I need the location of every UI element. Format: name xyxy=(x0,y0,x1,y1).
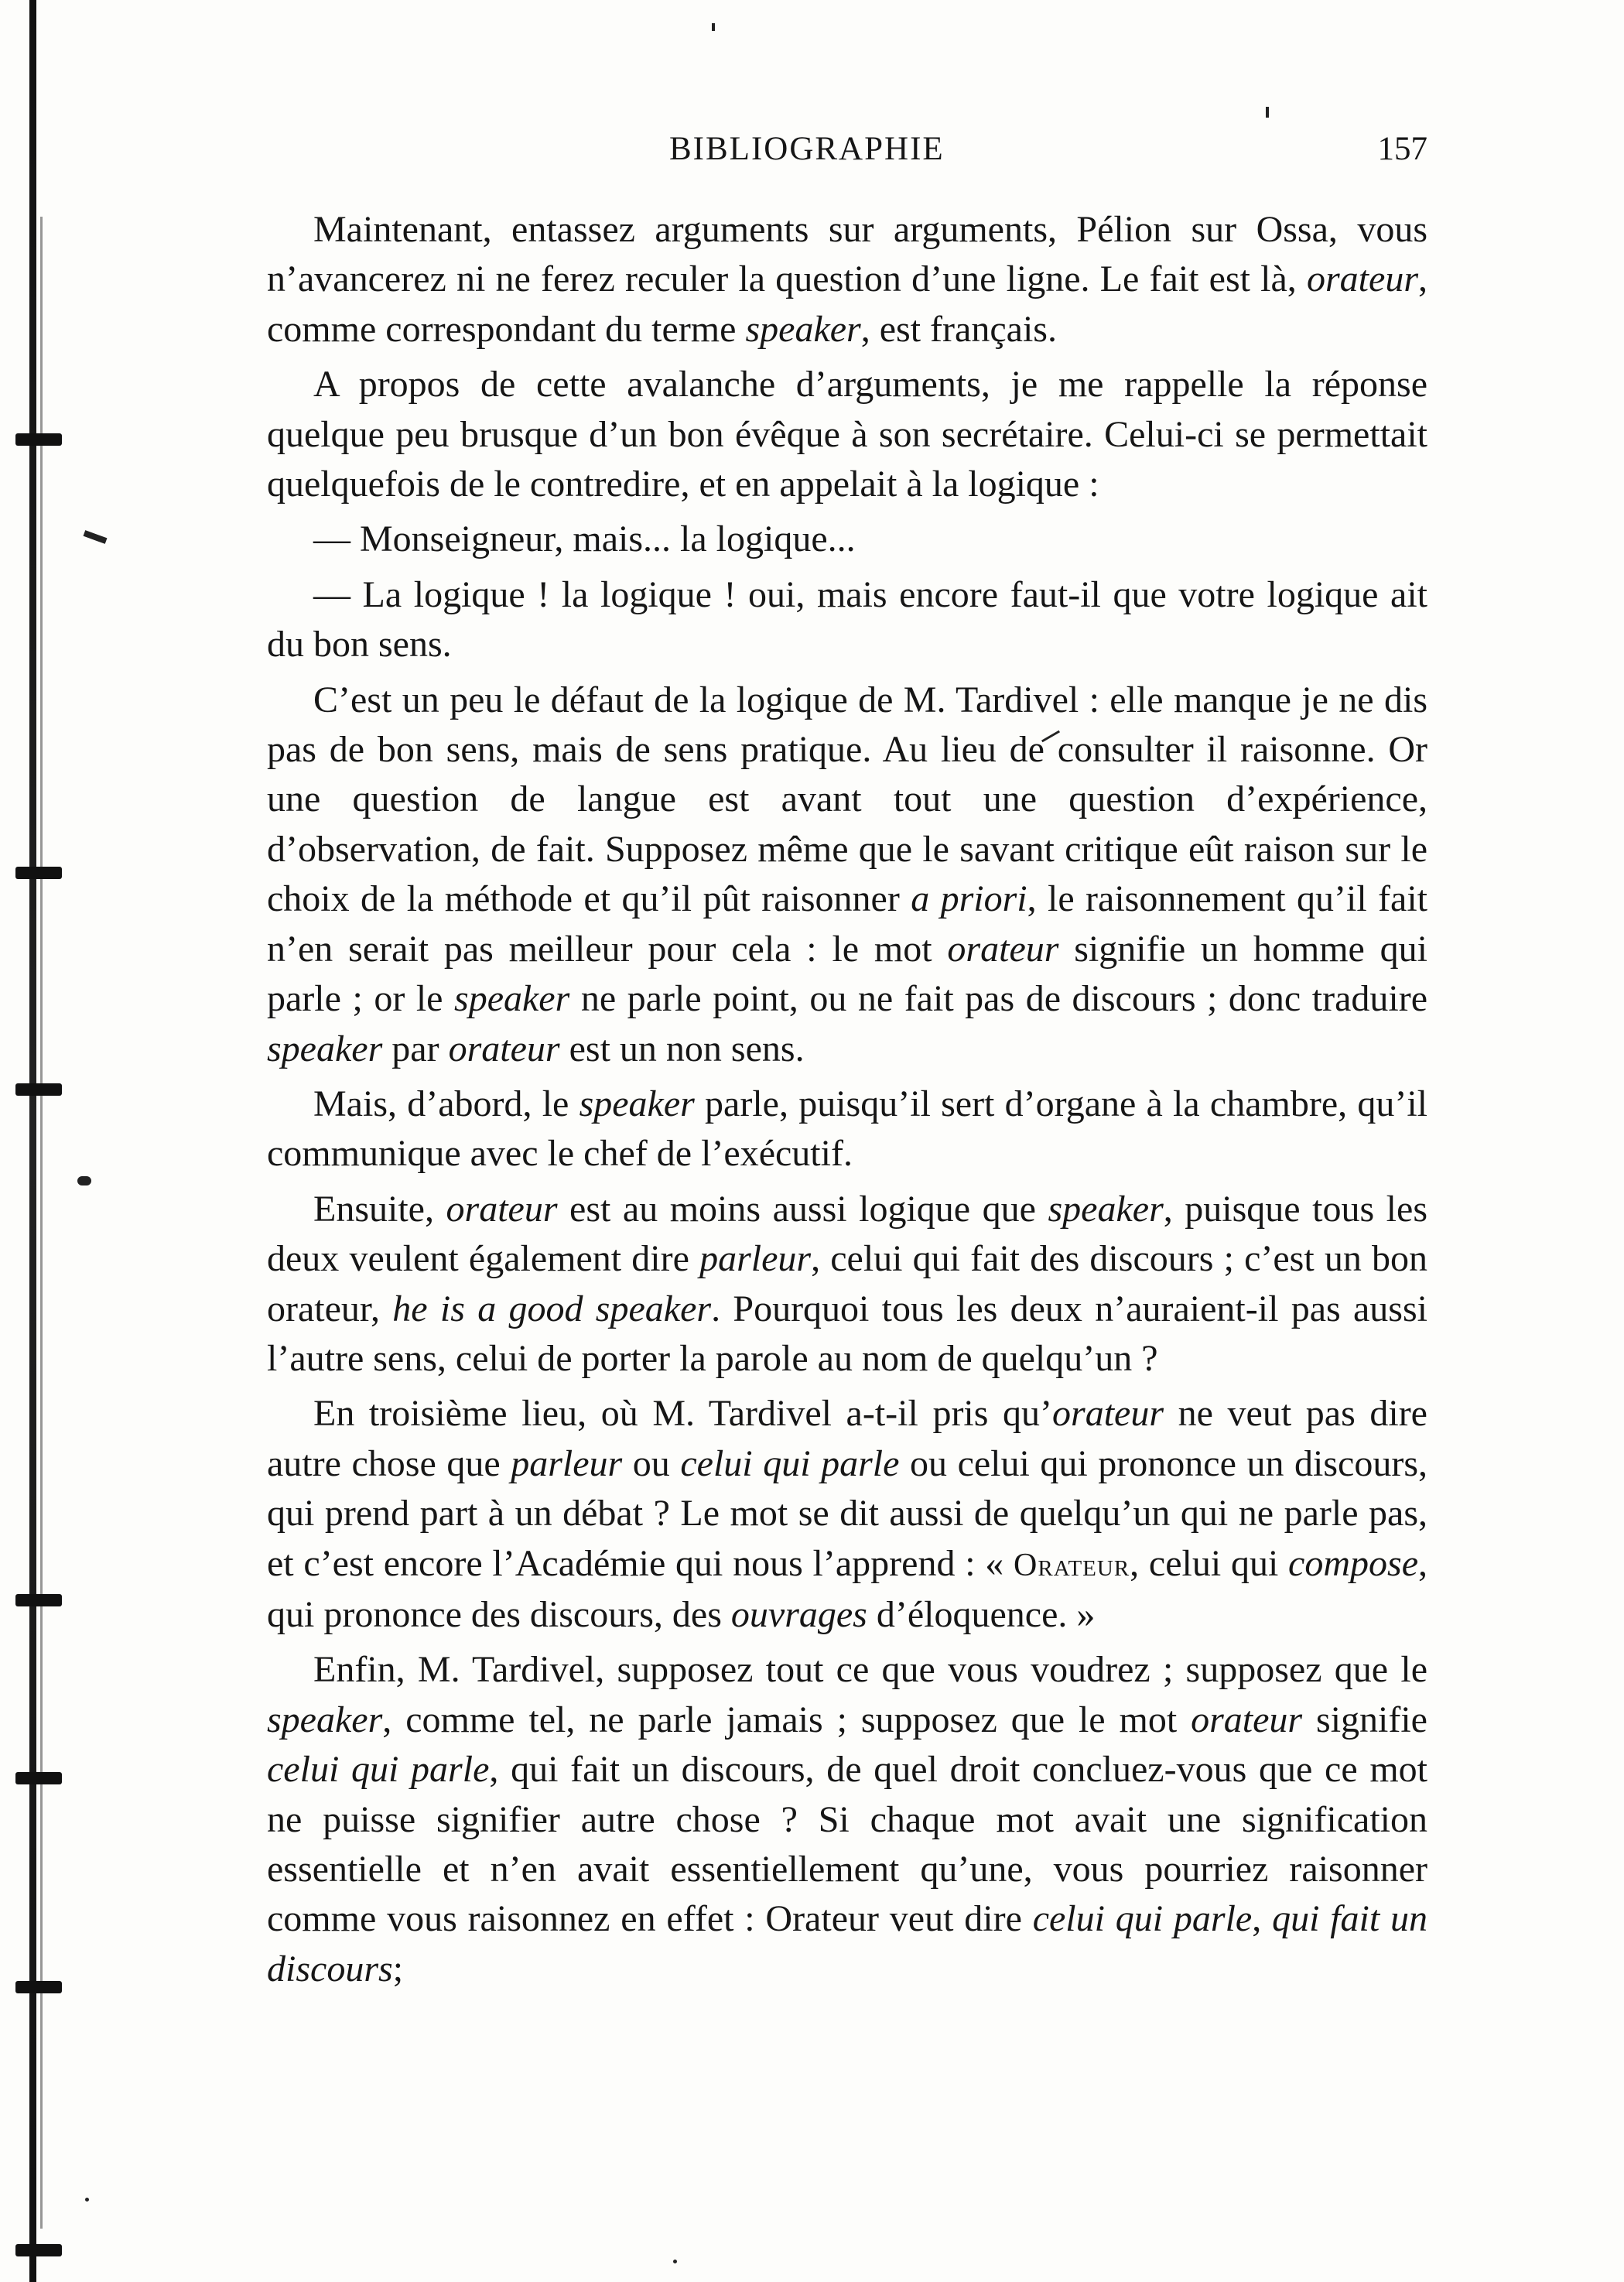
text-segment: ou celui qui prononce un discours, qui prend part à un débat ? Le mot se dit aussi de quelqu’un qui ne parle pas, et c’est encore l’Académie qui nous l’apprend : « xyxy=(267,1442,1428,1584)
text-segment: est un non sens. xyxy=(559,1028,805,1069)
italic-text: speaker xyxy=(267,1028,383,1069)
ink-mark xyxy=(85,2198,89,2202)
italic-text: speaker xyxy=(1048,1188,1164,1230)
running-head-title: BIBLIOGRAPHIE xyxy=(669,131,945,167)
ink-mark xyxy=(84,530,108,544)
text-segment: ne veut pas dire autre chose que xyxy=(267,1393,1427,1484)
text-segment: ; xyxy=(392,1948,404,1989)
text-segment: — La logique ! la logique ! oui, mais encore faut-il que votre logique ait du bon sens. xyxy=(267,573,1427,665)
text-segment: Enfin, M. Tardivel, supposez tout ce que vous voudrez ; supposez que le xyxy=(313,1649,1427,1691)
text-segment: ne parle point, ou ne fait pas de discours ; donc traduire xyxy=(569,978,1427,1020)
italic-text: parleur xyxy=(699,1238,812,1280)
paragraph xyxy=(267,1645,1427,1994)
italic-text: orateur xyxy=(1052,1393,1164,1435)
italic-text: celui qui parle xyxy=(267,1749,490,1791)
paragraph xyxy=(267,515,1427,564)
binding-knot xyxy=(15,867,62,879)
binding-spine xyxy=(29,0,36,2282)
running-head xyxy=(267,130,1427,176)
text-segment: A propos de cette avalanche d’arguments, je me rappelle la réponse quelque peu brusque d’un bon évêque à son secrétaire. Celui-ci se permettait quelquefois de le contredire, et en appelait à la logique : xyxy=(267,364,1427,505)
binding-thread xyxy=(40,217,43,2229)
italic-text: orateur xyxy=(1307,258,1418,300)
page-binding-edge xyxy=(0,0,62,2282)
ink-mark xyxy=(77,1176,91,1185)
paragraph xyxy=(267,570,1427,670)
ink-mark xyxy=(712,23,715,31)
italic-text: celui qui parle xyxy=(680,1442,900,1484)
paragraph xyxy=(267,205,1427,354)
text-segment: , celui qui xyxy=(1130,1542,1289,1584)
ink-mark xyxy=(1266,107,1269,118)
italic-text: a priori xyxy=(911,878,1027,920)
text-segment: En troisième lieu, où M. Tardivel a-t-il pris qu’ xyxy=(313,1393,1053,1435)
text-segment: , est français. xyxy=(860,308,1057,350)
text-segment: parle, puisqu’il sert d’organe à la chambre, qu’il communique avec le chef de l’exécutif. xyxy=(267,1083,1428,1175)
text-segment: C’est un peu le défaut de la logique de M. Tardivel : elle manque je ne dis pas de bon sens, mais de sens pratique. Au lieu de consulter il raisonne. Or une question de langue est avant tout une question d’expérience, d’observation, de fait. Supposez même que le savant critique eût raison sur le choix de la méthode et qu’il pût raisonner xyxy=(267,679,1427,920)
italic-text: celui qui parle xyxy=(1032,1898,1253,1940)
italic-text: speaker xyxy=(454,978,570,1020)
text-segment: Ensuite, xyxy=(313,1188,446,1230)
body-text xyxy=(267,205,1427,2000)
text-segment: , puisque tous les deux veulent également dire xyxy=(267,1188,1428,1280)
italic-text: orateur xyxy=(947,928,1059,970)
text-segment: , comme correspondant du terme xyxy=(267,258,1427,350)
binding-knot xyxy=(15,1981,62,1993)
text-segment: est au moins aussi logique que xyxy=(557,1188,1048,1230)
italic-text: speaker xyxy=(579,1083,695,1124)
text-segment: . Pourquoi tous les deux n’auraient-il pas aussi l’autre sens, celui de porter la parole au nom de quelqu’un ? xyxy=(267,1288,1427,1379)
text-segment: signifie un homme qui parle ; or le xyxy=(267,928,1427,1020)
italic-text: speaker xyxy=(745,308,861,350)
italic-text: speaker xyxy=(267,1699,383,1740)
italic-text: compose xyxy=(1288,1542,1418,1584)
paragraph xyxy=(267,1185,1427,1384)
text-segment: — Monseigneur, mais... la logique... xyxy=(313,518,856,560)
paragraph xyxy=(267,360,1427,509)
italic-text: qui fait un discours xyxy=(267,1898,1428,1989)
text-segment: Maintenant, entassez arguments sur arguments, Pélion sur Ossa, vous n’avancerez ni ne ferez reculer la question d’une ligne. Le fait est là, xyxy=(267,209,1427,300)
binding-knot xyxy=(15,433,62,446)
text-segment: d’éloquence. » xyxy=(867,1593,1096,1635)
text-segment: , qui fait un discours, de quel droit concluez-vous que ce mot ne puisse signifier autre chose ? Si chaque mot avait une signification essentielle et n’en avait essentiellement qu’une, vous pourriez raisonner comme vous raisonnez en effet : Orateur veut dire xyxy=(267,1749,1428,1940)
text-segment: signifie xyxy=(1302,1699,1427,1740)
small-caps-text: Orateur xyxy=(1014,1547,1130,1583)
paragraph xyxy=(267,676,1427,1074)
paragraph xyxy=(267,1079,1427,1179)
page-number: 157 xyxy=(1377,131,1427,167)
paragraph xyxy=(267,1389,1427,1640)
text-segment: , qui prononce des discours, des xyxy=(267,1542,1427,1635)
italic-text: he is a good speaker xyxy=(392,1288,712,1329)
text-segment: , comme tel, ne parle jamais ; supposez que le mot xyxy=(382,1699,1192,1740)
text-segment: , xyxy=(1252,1898,1273,1940)
binding-knot xyxy=(15,1772,62,1784)
italic-text: orateur xyxy=(1191,1699,1303,1740)
text-segment: ou xyxy=(622,1442,681,1484)
italic-text: parleur xyxy=(511,1442,623,1484)
italic-text: ouvrages xyxy=(730,1593,867,1635)
italic-text: orateur xyxy=(448,1028,560,1069)
text-segment: , celui qui fait des discours ; c’est un bon orateur, xyxy=(267,1238,1427,1329)
binding-knot xyxy=(15,1083,62,1096)
binding-knot xyxy=(15,2244,62,2256)
ink-mark xyxy=(673,2260,677,2263)
text-segment: Mais, d’abord, le xyxy=(313,1083,580,1124)
italic-text: orateur xyxy=(446,1188,558,1230)
text-segment: , le raisonnement qu’il fait n’en serait pas meilleur pour cela : le mot xyxy=(267,878,1428,970)
text-segment: par xyxy=(382,1028,449,1069)
binding-knot xyxy=(15,1594,62,1606)
